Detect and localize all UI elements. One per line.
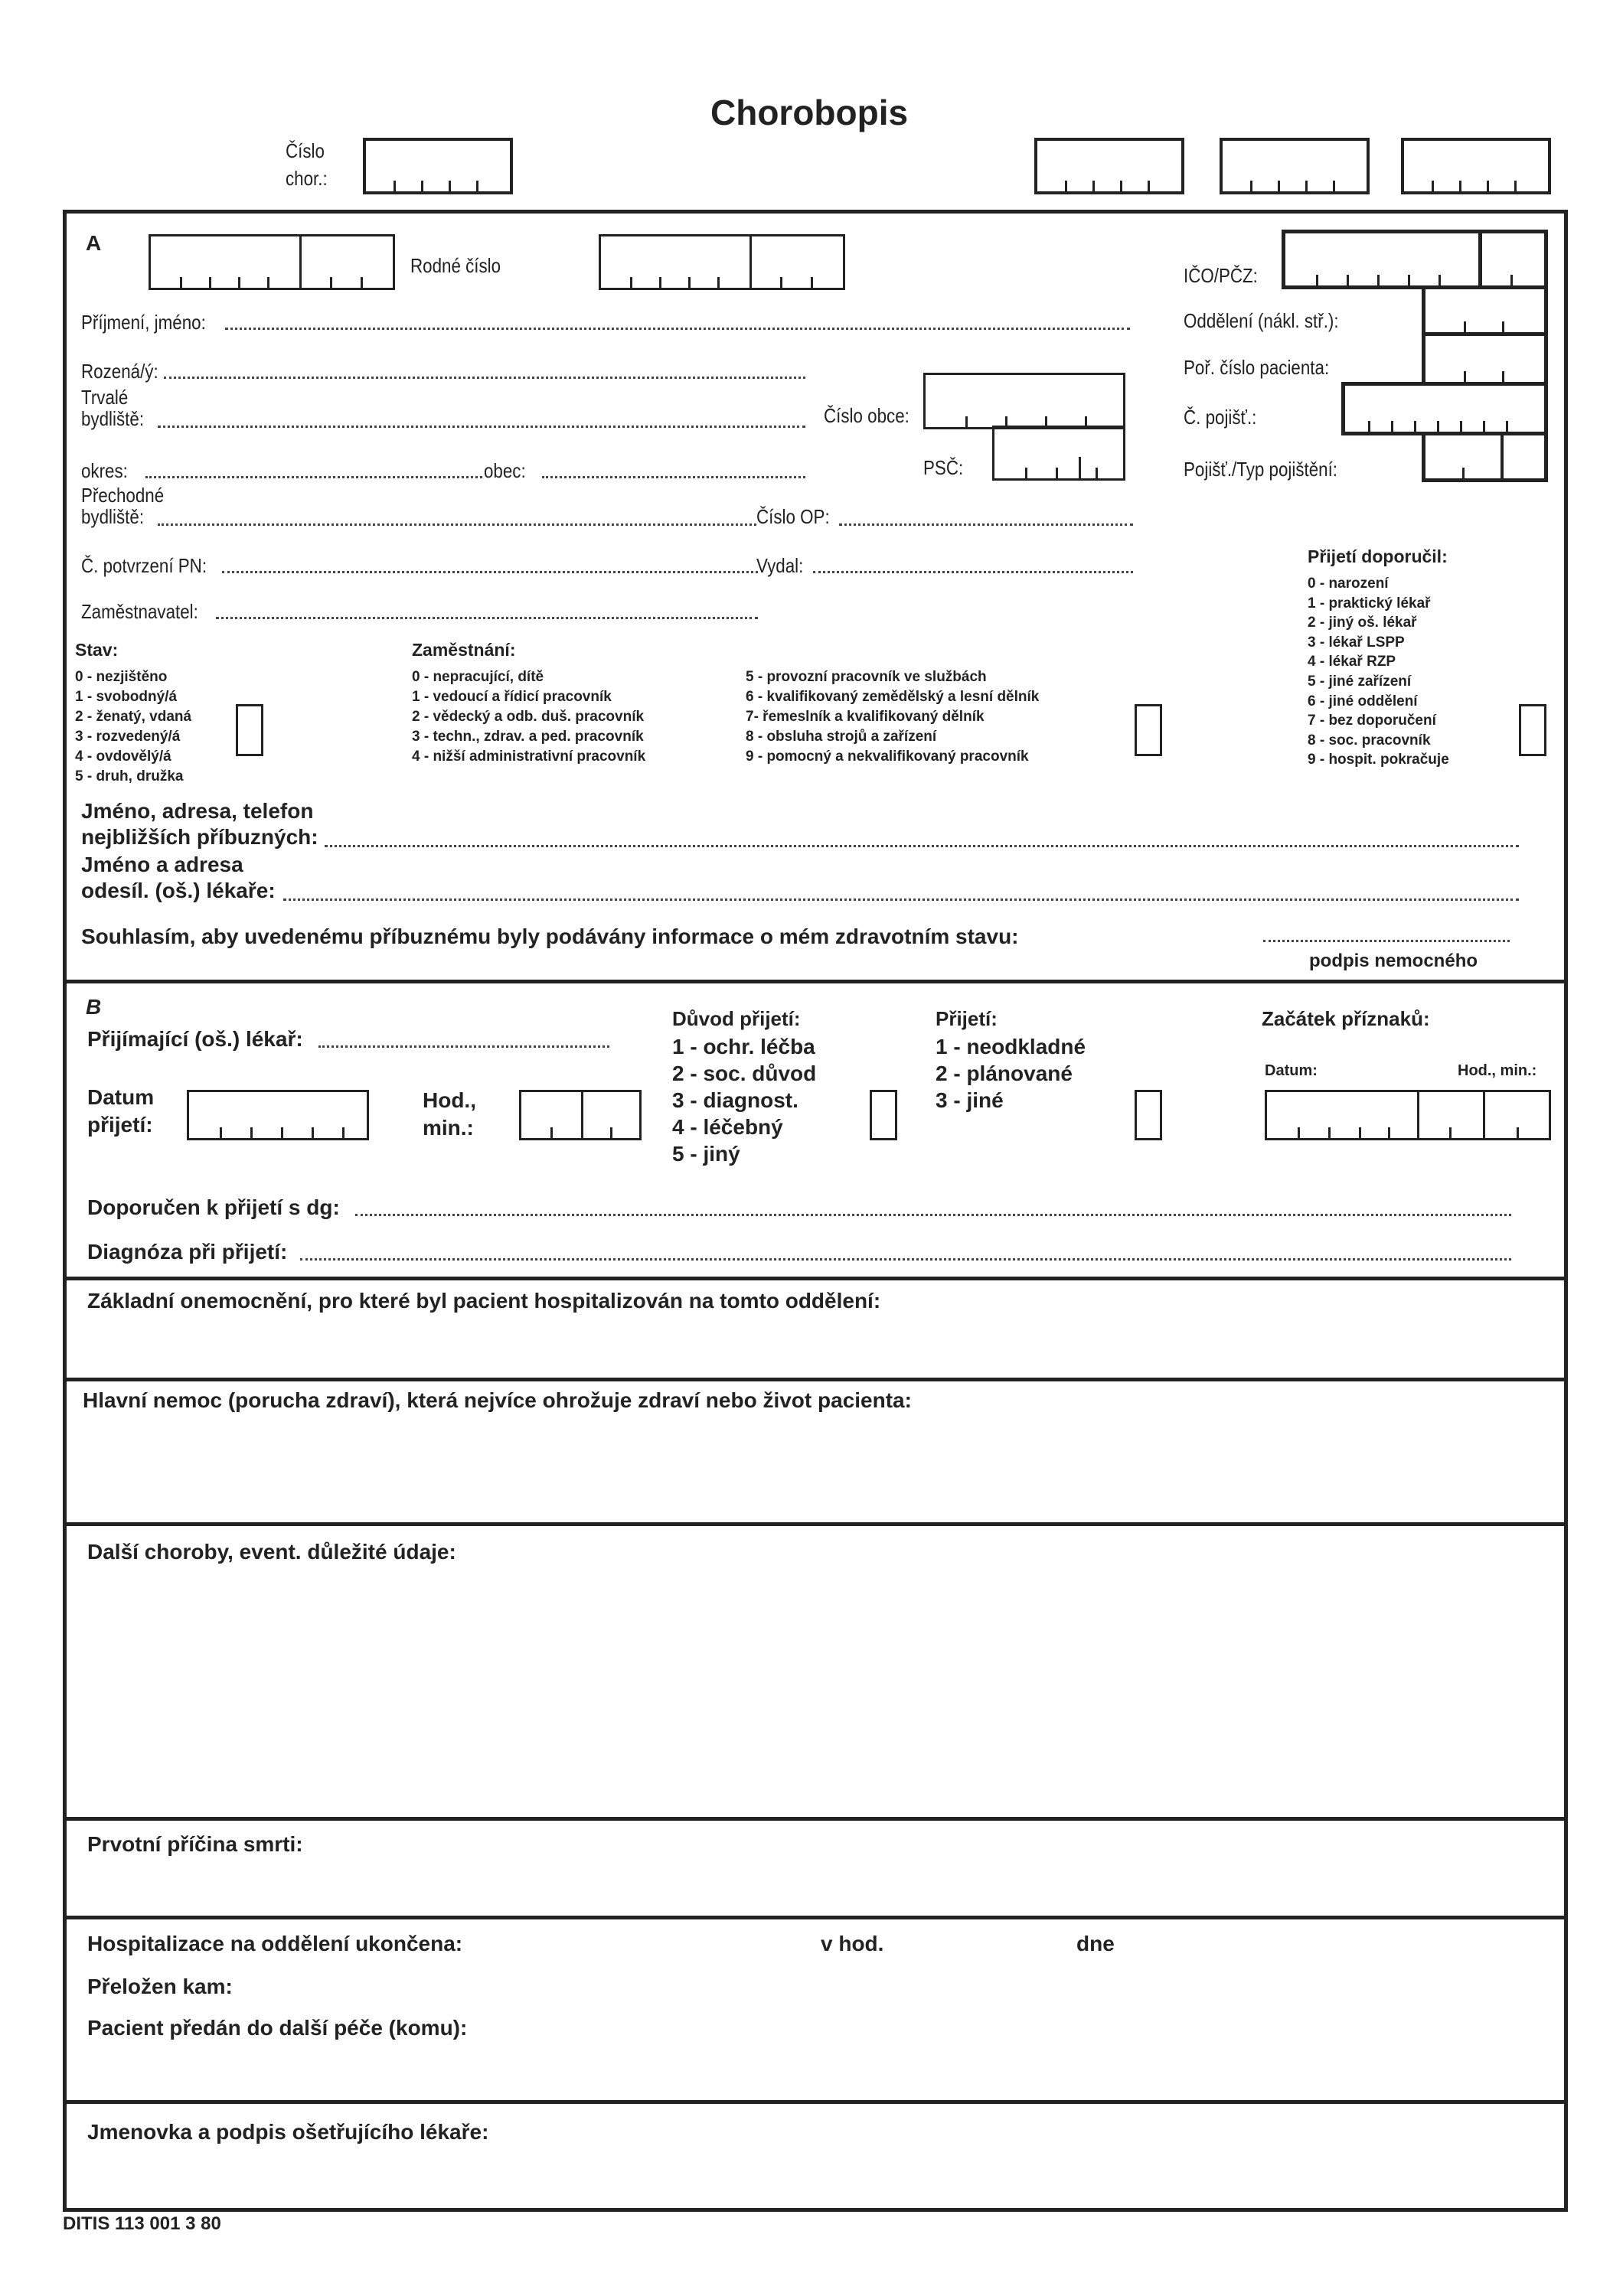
stav-checkbox[interactable] — [236, 704, 263, 756]
rodne-cislo-label: Rodné číslo — [410, 254, 501, 277]
prvotni-label: Prvotní příčina smrti: — [87, 1832, 303, 1856]
header-field-3[interactable] — [1401, 138, 1551, 194]
stav-item: 0 - nezjištěno — [75, 669, 168, 685]
doporucil-item: 4 - lékař RZP — [1308, 654, 1396, 670]
header-field-2[interactable] — [1220, 138, 1370, 194]
rozena-label: Rozená/ý: — [81, 360, 158, 383]
stav-item: 3 - rozvedený/á — [75, 729, 181, 745]
duvod-checkbox[interactable] — [870, 1090, 897, 1140]
id-field-a[interactable] — [149, 234, 395, 290]
stav-title: Stav: — [75, 640, 119, 660]
duvod-item: 2 - soc. důvod — [672, 1062, 817, 1085]
zacatek-datum-label: Datum: — [1265, 1062, 1318, 1079]
hod-min-field[interactable] — [519, 1090, 642, 1140]
pribuzni-label: Jméno, adresa, telefon — [81, 799, 314, 823]
datum-prijeti-label-2: přijetí: — [87, 1113, 153, 1137]
pojist-typ-field[interactable] — [1422, 432, 1548, 482]
zamestnani-item: 1 - vedoucí a řídicí pracovník — [412, 689, 612, 705]
doporucil-item: 9 - hospit. pokračuje — [1308, 752, 1449, 768]
prechodne-line[interactable] — [158, 523, 756, 526]
okres-label: okres: — [81, 459, 128, 482]
footer-code: DITIS 113 001 3 80 — [63, 2213, 221, 2234]
zamestnani-item: 6 - kvalifikovaný zemědělský a lesní dělník — [746, 689, 1040, 705]
prijeti-item: 2 - plánované — [936, 1062, 1073, 1085]
zamestnavatel-line[interactable] — [216, 617, 758, 619]
rozena-line[interactable] — [164, 377, 805, 379]
hlavni-label: Hlavní nemoc (porucha zdraví), která nejvíce ohrožuje zdraví nebo život pacienta: — [83, 1388, 912, 1412]
oddeleni-field[interactable] — [1422, 285, 1548, 336]
duvod-title: Důvod přijetí: — [672, 1007, 801, 1030]
hod-min-label: Hod., — [423, 1088, 476, 1112]
zamestnani-checkbox[interactable] — [1135, 704, 1162, 756]
zamestnani-list-1 — [412, 667, 645, 767]
doporucil-checkbox[interactable] — [1519, 704, 1546, 756]
prijeti-checkbox[interactable] — [1135, 1090, 1162, 1140]
stav-item: 5 - druh, družka — [75, 768, 184, 784]
duvod-item: 5 - jiný — [672, 1142, 740, 1166]
prijmeni-line[interactable] — [225, 328, 1130, 330]
zamestnani-item: 5 - provozní pracovník ve službách — [746, 669, 987, 685]
doporucil-item: 3 - lékař LSPP — [1308, 634, 1405, 651]
zamestnani-list-2 — [746, 667, 1039, 767]
cislo-op-line[interactable] — [839, 523, 1133, 526]
cislo-chor-label-2: chor.: — [286, 167, 328, 190]
zamestnani-item: 3 - techn., zdrav. a ped. pracovník — [412, 729, 644, 745]
dne-label: dne — [1076, 1932, 1115, 1955]
zamestnani-item: 2 - vědecký a odb. duš. pracovník — [412, 709, 645, 725]
zacatek-field[interactable] — [1265, 1090, 1551, 1140]
zakladni-label: Základní onemocnění, pro které byl pacient hospitalizován na tomto oddělení: — [87, 1289, 881, 1313]
por-cislo-label: Poř. číslo pacienta: — [1184, 356, 1330, 379]
cislo-obce-label: Číslo obce: — [824, 404, 909, 427]
prijeti-list — [936, 1033, 1086, 1114]
prijeti-title: Přijetí: — [936, 1007, 998, 1030]
obec-label: obec: — [484, 459, 526, 482]
prijmeni-label: Příjmení, jméno: — [81, 311, 206, 334]
diagnoza-label: Diagnóza při přijetí: — [87, 1240, 288, 1264]
zacatek-title: Začátek příznaků: — [1262, 1007, 1430, 1030]
doporucen-line[interactable] — [355, 1214, 1511, 1216]
pribuzni-line[interactable] — [325, 845, 1519, 847]
ico-pcz-label: IČO/PČZ: — [1184, 264, 1258, 287]
duvod-item: 4 - léčebný — [672, 1115, 783, 1139]
prelozen-label: Přeložen kam: — [87, 1975, 233, 1998]
obec-line[interactable] — [542, 476, 805, 478]
prechodne-label-2: bydliště: — [81, 505, 145, 528]
lekar-label: Jméno a adresa — [81, 853, 243, 876]
stav-item: 4 - ovdovělý/á — [75, 748, 171, 765]
v-hod-label: v hod. — [821, 1932, 884, 1955]
prijimajici-label: Přijímající (oš.) lékař: — [87, 1027, 303, 1051]
pojist-typ-label: Pojišť./Typ pojištění: — [1184, 458, 1338, 481]
ico-pcz-field[interactable] — [1282, 230, 1548, 289]
duvod-item: 1 - ochr. léčba — [672, 1035, 815, 1058]
zamestnavatel-label: Zaměstnavatel: — [81, 600, 198, 623]
zamestnani-item: 7- řemeslník a kvalifikovaný dělník — [746, 709, 985, 725]
okres-line[interactable] — [145, 476, 482, 478]
podpis-line[interactable] — [1263, 940, 1510, 942]
zamestnani-item: 0 - nepracující, dítě — [412, 669, 544, 685]
doporucil-item: 1 - praktický lékař — [1308, 595, 1431, 612]
podpis-label: podpis nemocného — [1309, 951, 1478, 971]
section-b-letter: B — [86, 995, 102, 1019]
trvale-label: Trvalé — [81, 386, 129, 409]
psc-label: PSČ: — [923, 456, 964, 479]
zamestnani-item: 8 - obsluha strojů a zařízení — [746, 729, 937, 745]
zamestnani-item: 9 - pomocný a nekvalifikovaný pracovník — [746, 748, 1029, 765]
form-title: Chorobopis — [710, 93, 909, 132]
jmenovka-label: Jmenovka a podpis ošetřujícího lékaře: — [87, 2120, 489, 2144]
doporucil-item: 5 - jiné zařízení — [1308, 673, 1412, 690]
c-potvrzeni-line[interactable] — [222, 571, 758, 573]
header-field-1[interactable] — [1034, 138, 1184, 194]
datum-prijeti-label: Datum — [87, 1085, 155, 1109]
cislo-chor-label: Číslo — [286, 139, 325, 162]
trvale-line[interactable] — [158, 426, 805, 428]
vydal-line[interactable] — [813, 571, 1133, 573]
doporucil-title: Přijetí doporučil: — [1308, 546, 1448, 566]
stav-item: 2 - ženatý, vdaná — [75, 709, 192, 725]
prijeti-item: 3 - jiné — [936, 1088, 1004, 1112]
dalsi-label: Další choroby, event. důležité údaje: — [87, 1540, 456, 1564]
datum-prijeti-field[interactable] — [187, 1090, 369, 1140]
lekar-line[interactable] — [283, 899, 1519, 901]
lekar-label-2: odesíl. (oš.) lékaře: — [81, 879, 276, 902]
doporucil-list — [1308, 574, 1449, 770]
duvod-list — [672, 1033, 816, 1167]
hospitalizace-label: Hospitalizace na oddělení ukončena: — [87, 1932, 463, 1955]
predan-label: Pacient předán do další péče (komu): — [87, 2016, 468, 2040]
cislo-chor-field[interactable] — [363, 138, 513, 194]
stav-list — [75, 667, 191, 787]
stav-item: 1 - svobodný/á — [75, 689, 178, 705]
c-potvrzeni-label: Č. potvrzení PN: — [81, 554, 207, 577]
oddeleni-label: Oddělení (nákl. stř.): — [1184, 309, 1339, 332]
pribuzni-label-2: nejbližších příbuzných: — [81, 825, 318, 849]
prijeti-item: 1 - neodkladné — [936, 1035, 1086, 1058]
zacatek-hod-label: Hod., min.: — [1458, 1062, 1537, 1079]
c-pojist-label: Č. pojišť.: — [1184, 406, 1257, 429]
prechodne-label: Přechodné — [81, 484, 165, 507]
section-a-letter: A — [86, 231, 102, 255]
vydal-label: Vydal: — [756, 554, 804, 577]
doporucil-item: 2 - jiný oš. lékař — [1308, 615, 1417, 631]
doporucil-item: 6 - jiné oddělení — [1308, 693, 1418, 709]
doporucil-item: 7 - bez doporučení — [1308, 713, 1436, 729]
duvod-item: 3 - diagnost. — [672, 1088, 798, 1112]
souhlas-text: Souhlasím, aby uvedenému příbuznému byly podávány informace o mém zdravotním stavu: — [81, 925, 1019, 948]
zamestnani-title: Zaměstnání: — [412, 640, 516, 660]
prijimajici-line[interactable] — [318, 1045, 609, 1048]
rodne-cislo-field[interactable] — [599, 234, 845, 290]
diagnoza-line[interactable] — [300, 1258, 1511, 1261]
zamestnani-item: 4 - nižší administrativní pracovník — [412, 748, 646, 765]
c-pojist-field[interactable] — [1341, 382, 1548, 435]
hod-min-label-2: min.: — [423, 1116, 474, 1140]
por-cislo-field[interactable] — [1422, 332, 1548, 386]
doporucen-label: Doporučen k přijetí s dg: — [87, 1195, 340, 1219]
psc-field[interactable] — [992, 426, 1125, 481]
cislo-obce-field[interactable] — [923, 373, 1125, 429]
doporucil-item: 8 - soc. pracovník — [1308, 732, 1431, 748]
trvale-label-2: bydliště: — [81, 407, 145, 430]
doporucil-item: 0 - narození — [1308, 576, 1389, 592]
cislo-op-label: Číslo OP: — [756, 505, 830, 528]
